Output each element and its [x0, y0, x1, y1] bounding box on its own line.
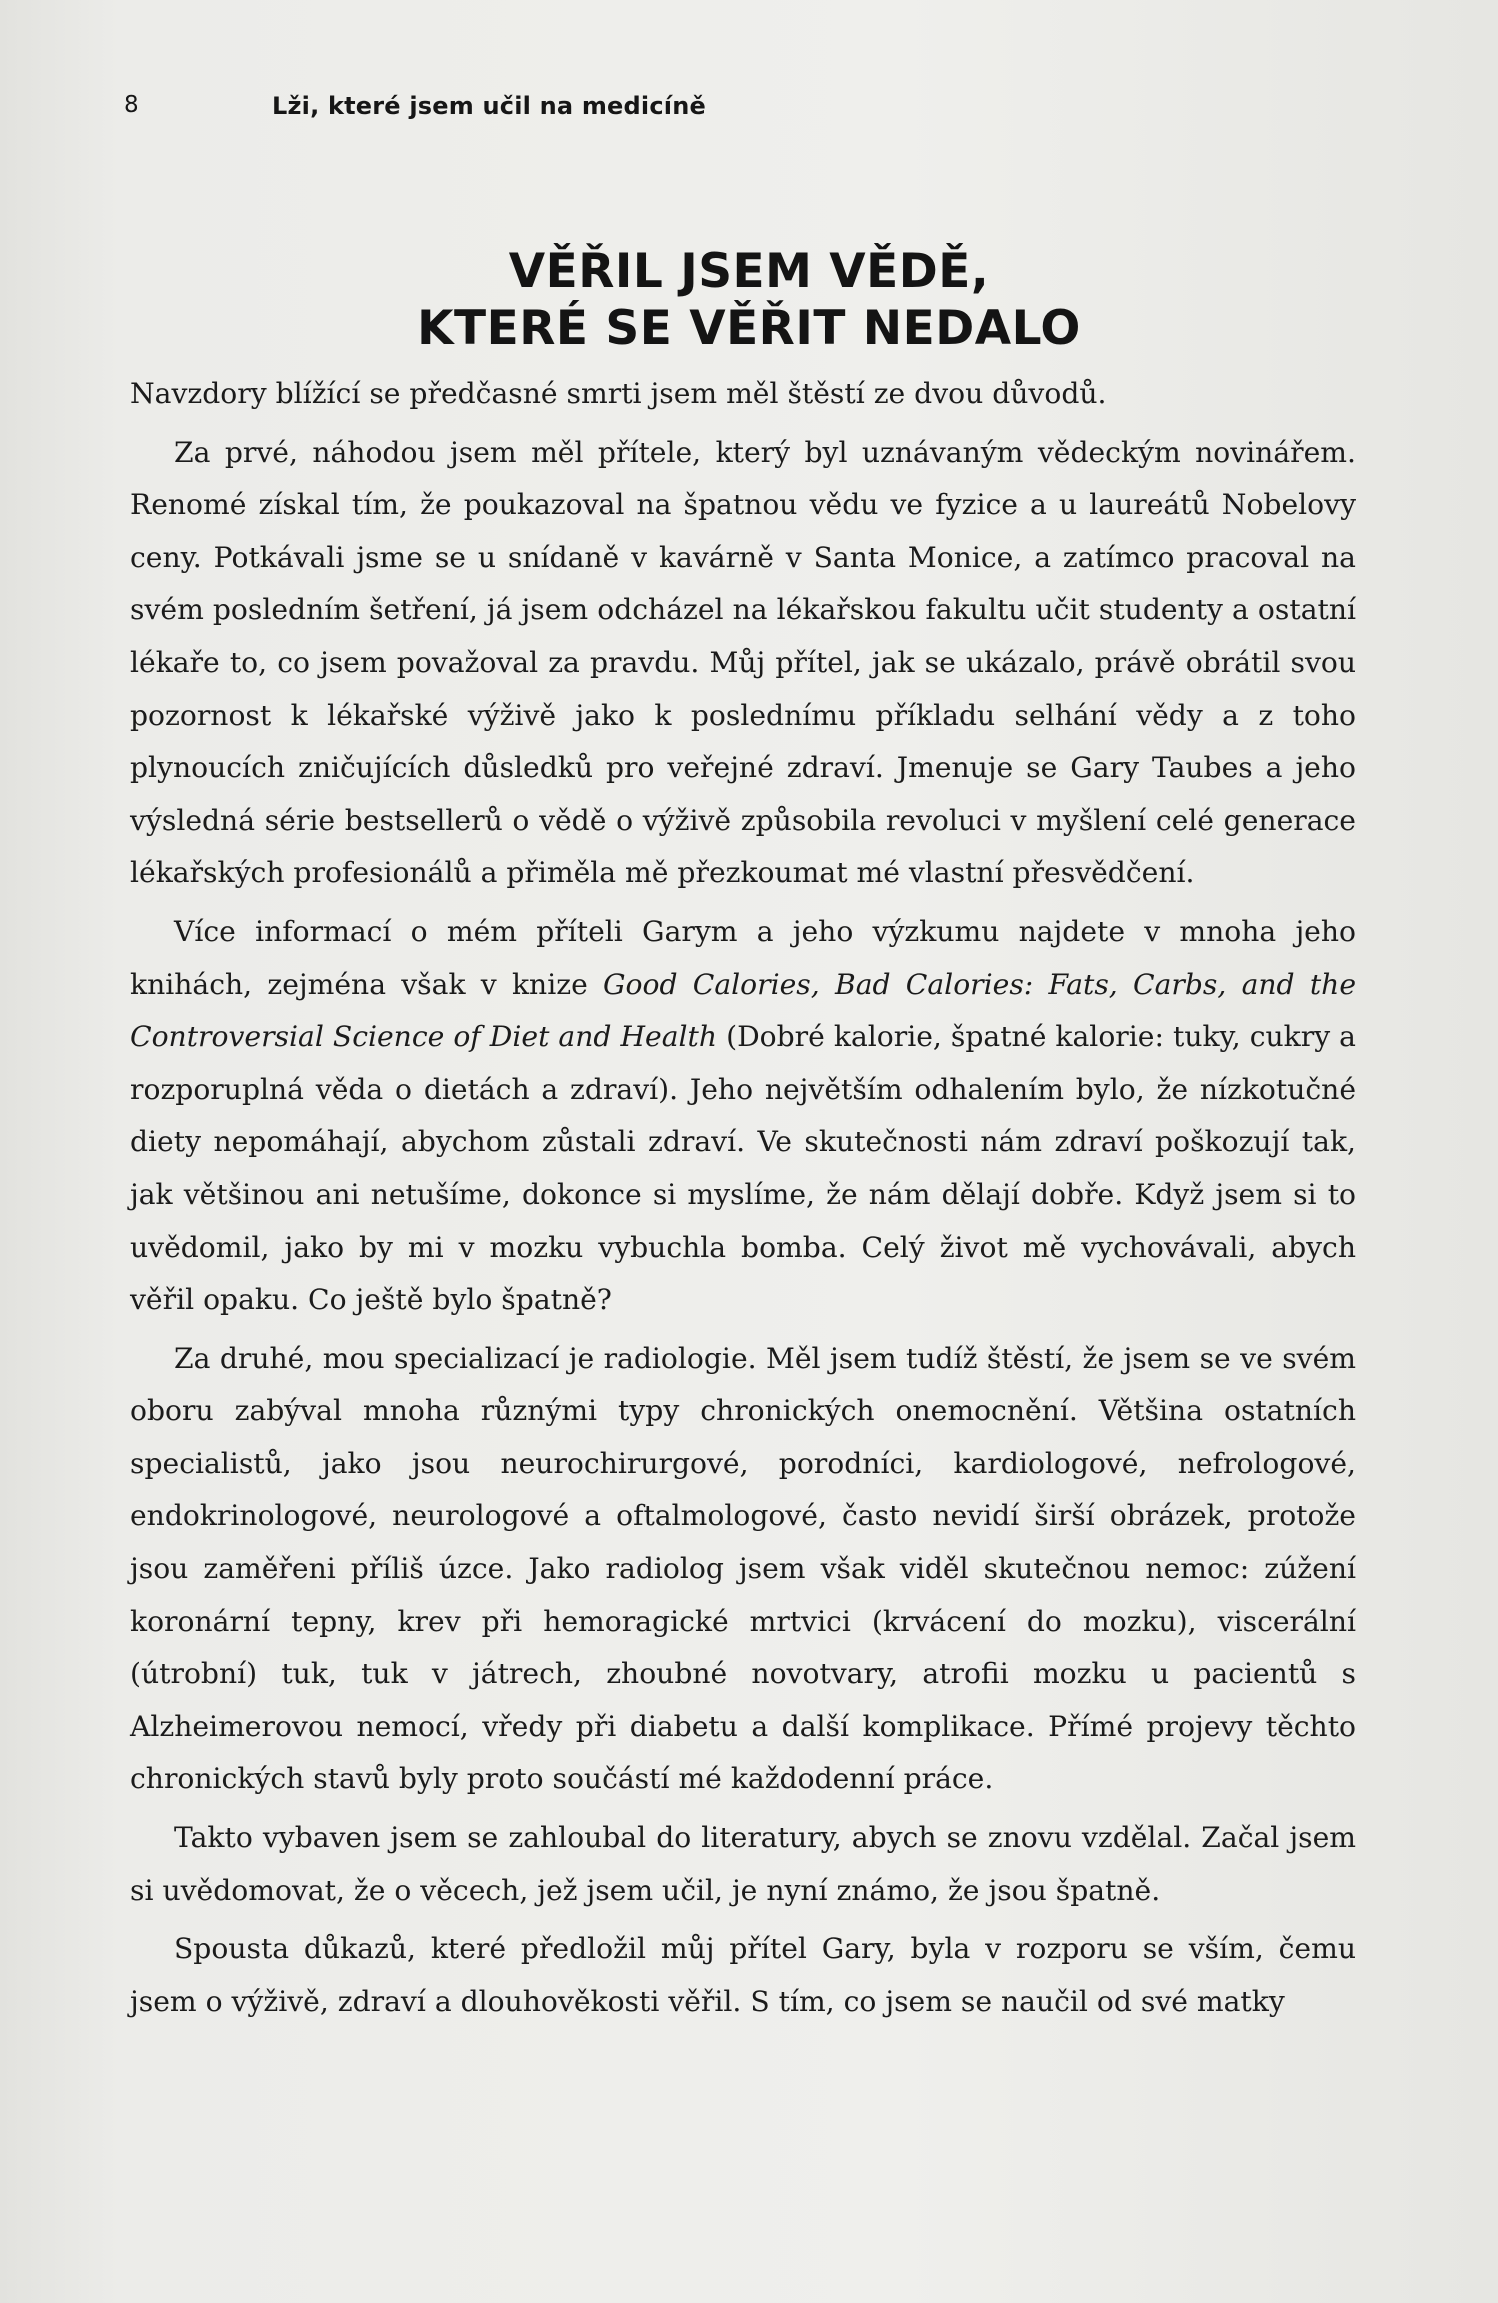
running-head-title: Lži, které jsem učil na medicíně	[272, 92, 706, 120]
paragraph-1: Navzdory blížící se předčasné smrti jsem měl štěstí ze dvou důvodů.	[130, 377, 1107, 410]
paragraph-3-end: (Dobré kalorie, špatné kalorie: tuky, cukry a rozporuplná věda o dietách a zdraví). Jeho největším odhalením bylo, že nízkotučné diety nepomáhají, abychom zůstali zdraví. Ve skutečnosti nám zdraví poškozují tak, jak většinou ani netušíme, dokonce si myslíme, že nám dělají dobře. Když jsem si to uvědomil, jako by mi v mozku vybuchla bomba. Celý život mě vychovávali, abych věřil opaku. Co ještě bylo špatně?	[130, 1020, 1356, 1317]
paragraph-3-start: Více informací o mém příteli Garym a jeho výzkumu najdete v mnoha jeho knihách, zejména však v knize	[130, 914, 1356, 1001]
paragraph-6: Spousta důkazů, které předložil můj přítel Gary, byla v rozporu se vším, čemu jsem o výživě, zdraví a dlouhověkosti věřil. S tím, co jsem se naučil od své matky	[130, 1932, 1356, 2018]
paragraph-4: Za druhé, mou specializací je radiologie. Měl jsem tudíž štěstí, že jsem se ve svém oboru zabýval mnoha různými typy chronických onemocnění. Většina ostatních specialistů, jako jsou neurochirurgové, porodníci, kardiologové, nefrologové, endokrinologové, neurologové a oftalmologové, často nevidí širší obrázek, protože jsou zaměřeni příliš úzce. Jako radiolog jsem však viděl skutečnou nemoc: zúžení koronární tepny, krev při hemoragické mrtvici (krvácení do mozku), viscerální (útrobní) tuk, tuk v játrech, zhoubné novotvary, atrofii mozku u pacientů s Alzheimerovou nemocí, vředy při diabetu a další komplikace. Přímé projevy těchto chronických stavů byly proto součástí mé každodenní práce.	[130, 1341, 1356, 1796]
paragraph-2: Za prvé, náhodou jsem měl přítele, který byl uznávaným vědeckým novinářem. Renomé získal tím, že poukazoval na špatnou vědu ve fyzice a u laureátů Nobelovy ceny. Potkávali jsme se u snídaně v kavárně v Santa Monice, a zatímco pracoval na svém posledním šetření, já jsem odcházel na lékařskou fakultu učit studenty a ostatní lékaře to, co jsem považoval za pravdu. Můj přítel, jak se ukázalo, právě obrátil svou pozornost k lékařské výživě jako k poslednímu příkladu selhání vědy a z toho plynoucích zničujících důsledků pro veřejné zdraví. Jmenuje se Gary Taubes a jeho výsledná série bestsellerů o vědě o výživě způsobila revoluci v myšlení celé generace lékařských profesionálů a přiměla mě přezkoumat mé vlastní přesvědčení.	[130, 435, 1356, 890]
running-head	[124, 92, 1374, 132]
chapter-title-line-2: KTERÉ SE VĚŘIT NEDALO	[417, 301, 1081, 357]
page-number: 8	[124, 92, 139, 118]
book-title-italic: Good Calories, Bad Calories: Fats, Carbs, and the Controversial Science of Diet and Health	[130, 967, 1356, 1054]
body-text	[130, 368, 1356, 2028]
chapter-title-line-1: VĚŘIL JSEM VĚDĚ,	[508, 244, 990, 300]
paragraph-5: Takto vybaven jsem se zahloubal do literatury, abych se znovu vzdělal. Začal jsem si uvědomovat, že o věcech, jež jsem učil, je nyní známo, že jsou špatně.	[130, 1821, 1356, 1907]
paragraph-3	[130, 906, 1356, 1327]
chapter-title	[124, 243, 1374, 357]
